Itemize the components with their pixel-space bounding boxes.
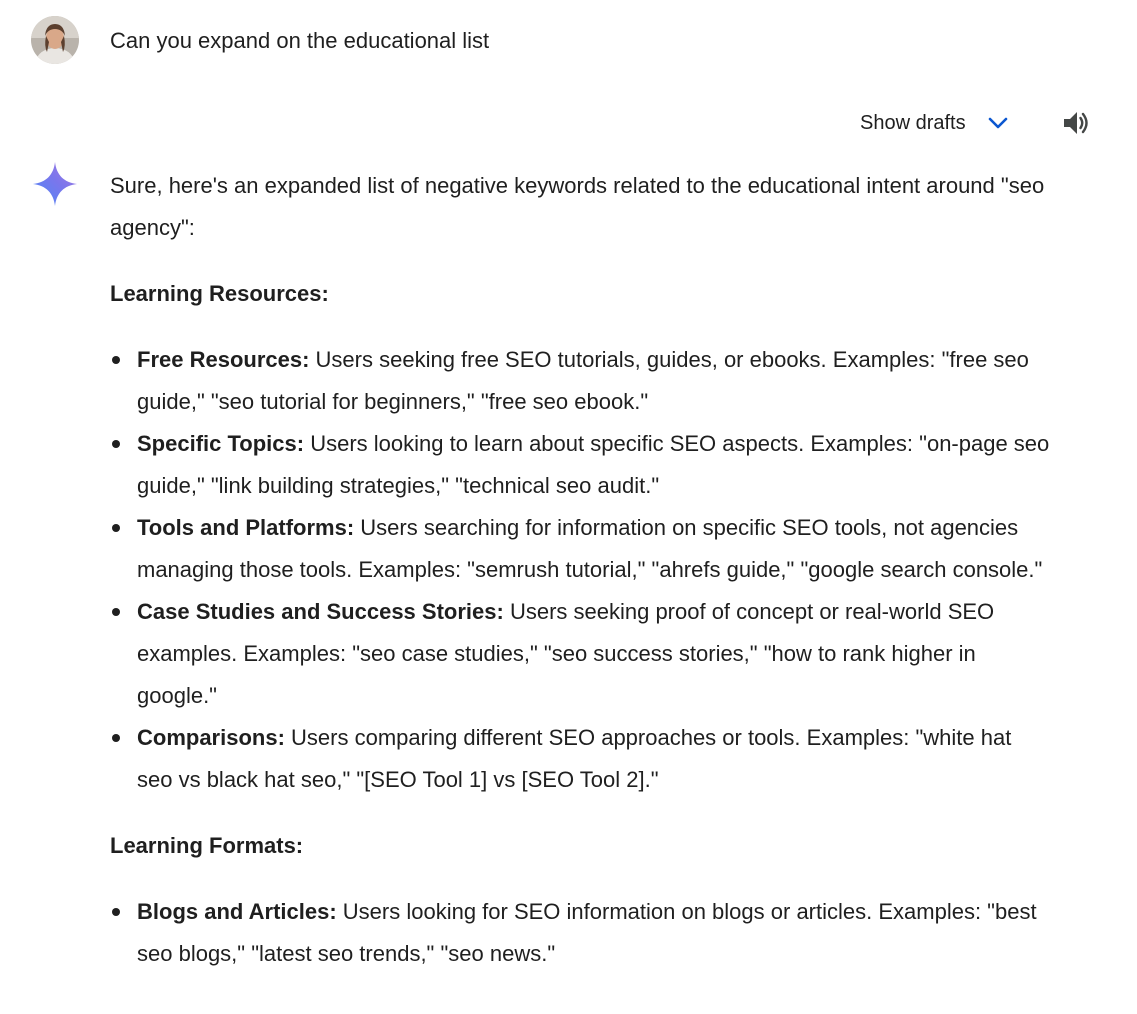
chevron-down-icon <box>986 111 1010 135</box>
item-title: Blogs and Articles: <box>137 899 337 924</box>
response-toolbar <box>850 104 1020 142</box>
item-text: Users comparing different SEO approaches or tools. Examples: "white hat seo vs black hat seo," "[SEO Tool 1] vs [SEO Tool 2]." <box>137 725 1012 792</box>
bullet-list <box>110 339 1050 801</box>
list-item <box>110 591 1050 717</box>
section-heading: Learning Formats: <box>110 833 304 858</box>
bullet-list <box>110 891 1050 975</box>
item-title: Specific Topics: <box>137 431 305 456</box>
speaker-icon[interactable] <box>1060 107 1092 139</box>
user-message <box>31 16 490 64</box>
gemini-sparkle-icon <box>32 161 78 207</box>
item-text: Users looking to learn about specific SEO aspects. Examples: "on-page seo guide," "link building strategies," "technical seo audit." <box>137 431 1050 498</box>
list-item <box>110 507 1050 591</box>
item-title: Free Resources: <box>137 347 310 372</box>
list-item <box>110 717 1050 801</box>
response-intro: Sure, here's an expanded list of negative keywords related to the educational intent around "seo agency": <box>110 173 1045 240</box>
bullet-icon <box>112 356 120 364</box>
bullet-icon <box>112 608 120 616</box>
section-heading: Learning Resources: <box>110 281 329 306</box>
bullet-icon <box>112 440 120 448</box>
item-text: Users seeking free SEO tutorials, guides, or ebooks. Examples: "free seo guide," "seo tutorial for beginners," "free seo ebook." <box>137 347 1029 414</box>
bullet-icon <box>112 734 120 742</box>
model-response <box>110 165 1050 999</box>
item-title: Comparisons: <box>137 725 285 750</box>
item-title: Case Studies and Success Stories: <box>137 599 504 624</box>
bullet-icon <box>112 908 120 916</box>
show-drafts-label: Show drafts <box>860 111 966 134</box>
list-item <box>110 339 1050 423</box>
list-item <box>110 891 1050 975</box>
user-query-text: Can you expand on the educational list <box>110 28 490 53</box>
show-drafts-button[interactable] <box>850 104 1020 142</box>
bullet-icon <box>112 524 120 532</box>
list-item <box>110 423 1050 507</box>
item-text: Users seeking proof of concept or real-world SEO examples. Examples: "seo case studies," "seo success stories," "how to rank higher in google." <box>137 599 995 708</box>
item-text: Users searching for information on specific SEO tools, not agencies managing those tools. Examples: "semrush tutorial," "ahrefs guide," "google search console." <box>137 515 1043 582</box>
user-avatar[interactable] <box>31 16 79 64</box>
item-title: Tools and Platforms: <box>137 515 355 540</box>
item-text: Users looking for SEO information on blogs or articles. Examples: "best seo blogs," "latest seo trends," "seo news." <box>137 899 1037 966</box>
